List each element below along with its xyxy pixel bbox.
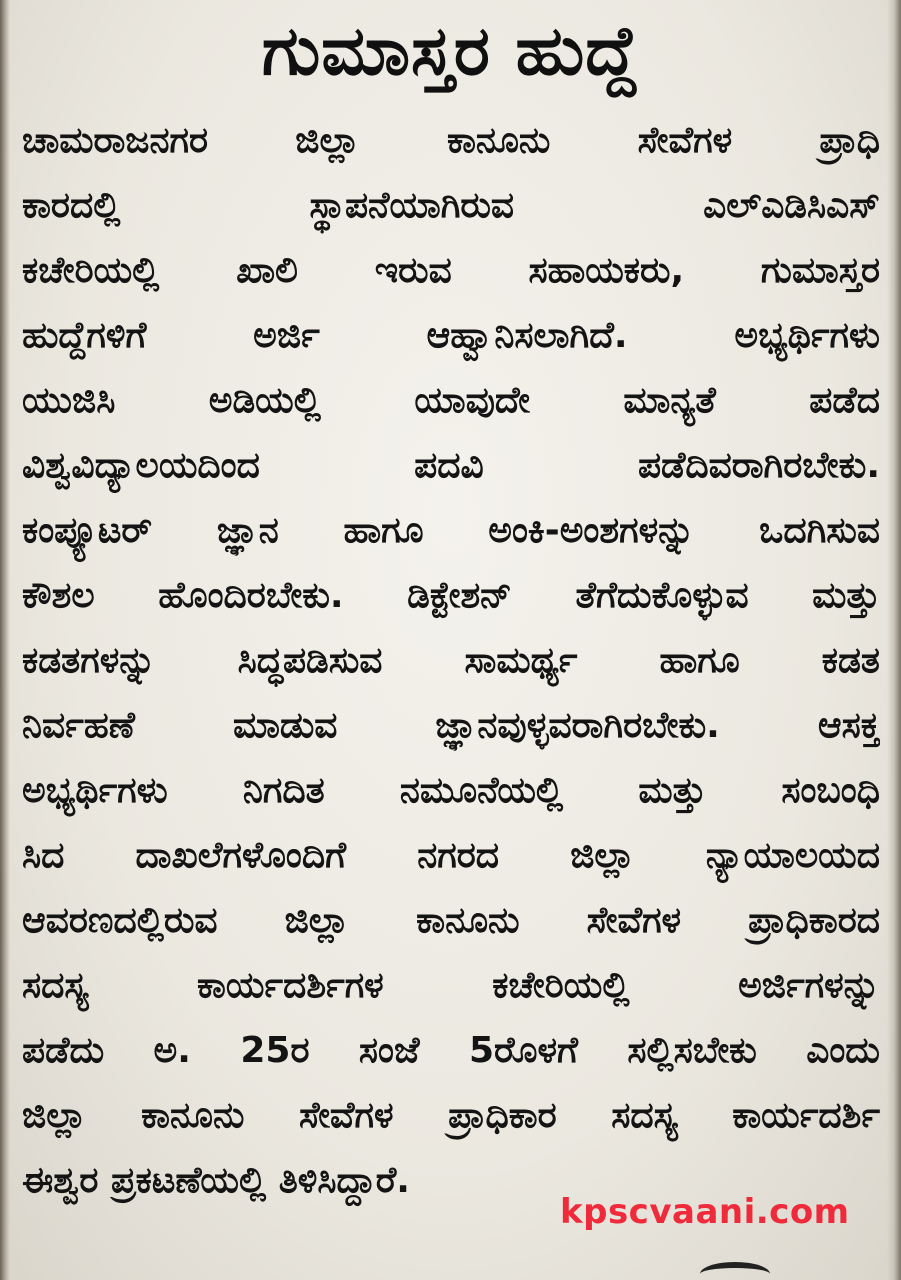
article-line: ಕೌಶಲ ಹೊಂದಿರಬೇಕು. ಡಿಕ್ಟೇಶನ್ ತೆಗೆದುಕೊಳ್ಳುವ ಮತ್ತು [22, 575, 880, 616]
watermark-link[interactable]: kpscvaani.com [560, 1192, 850, 1232]
article-line: ಹುದ್ದೆಗಳಿಗೆ ಅರ್ಜಿ ಆಹ್ವಾನಿಸಲಾಗಿದೆ. ಅಭ್ಯರ್ಥಿಗಳು [22, 315, 880, 356]
article-line: ಚಾಮರಾಜನಗರ ಜಿಲ್ಲಾ ಕಾನೂನು ಸೇವೆಗಳ ಪ್ರಾಧಿ [22, 120, 880, 161]
article-line: ಅಭ್ಯರ್ಥಿಗಳು ನಿಗದಿತ ನಮೂನೆಯಲ್ಲಿ ಮತ್ತು ಸಂಬಂಧಿ [22, 770, 880, 811]
paper-edge-left [0, 0, 10, 1280]
article-line: ಆವರಣದಲ್ಲಿರುವ ಜಿಲ್ಲಾ ಕಾನೂನು ಸೇವೆಗಳ ಪ್ರಾಧಿಕಾರದ [22, 900, 880, 941]
article-body [22, 108, 880, 1213]
article-line: ಈಶ್ವರ ಪ್ರಕಟಣೆಯಲ್ಲಿ ತಿಳಿಸಿದ್ದಾರೆ. [22, 1160, 410, 1201]
article-line: ಕಾರದಲ್ಲಿ ಸ್ಥಾಪನೆಯಾಗಿರುವ ಎಲ್‌ಎಡಿಸಿಎಸ್ [22, 185, 880, 226]
article-line: ಕಚೇರಿಯಲ್ಲಿ ಖಾಲಿ ಇರುವ ಸಹಾಯಕರು, ಗುಮಾಸ್ತರ [22, 250, 880, 291]
article-line: ಜಿಲ್ಲಾ ಕಾನೂನು ಸೇವೆಗಳ ಪ್ರಾಧಿಕಾರ ಸದಸ್ಯ ಕಾರ್ಯದರ್ಶಿ [22, 1095, 880, 1136]
article-line: ಪಡೆದು ಅ. 25ರ ಸಂಜೆ 5ರೊಳಗೆ ಸಲ್ಲಿಸಬೇಕು ಎಂದು [22, 1030, 880, 1071]
paper-edge-right [887, 0, 901, 1280]
article-line: ಕಂಪ್ಯೂಟರ್ ಜ್ಞಾನ ಹಾಗೂ ಅಂಕಿ-ಅಂಶಗಳನ್ನು ಒದಗಿಸುವ [22, 510, 880, 551]
article-line: ವಿಶ್ವವಿದ್ಯಾಲಯದಿಂದ ಪದವಿ ಪಡೆದಿವರಾಗಿರಬೇಕು. [22, 445, 880, 486]
article-headline: ಗುಮಾಸ್ತರ ಹುದ್ದೆ [261, 12, 640, 91]
article-line: ಸಿದ ದಾಖಲೆಗಳೊಂದಿಗೆ ನಗರದ ಜಿಲ್ಲಾ ನ್ಯಾಯಾಲಯದ [22, 835, 880, 876]
article-line: ನಿರ್ವಹಣೆ ಮಾಡುವ ಜ್ಞಾನವುಳ್ಳವರಾಗಿರಬೇಕು. ಆಸಕ್ತ [22, 705, 880, 746]
article-line: ಯುಜಿಸಿ ಅಡಿಯಲ್ಲಿ ಯಾವುದೇ ಮಾನ್ಯತೆ ಪಡೆದ [22, 380, 880, 421]
article-line: ಕಡತಗಳನ್ನು ಸಿದ್ಧಪಡಿಸುವ ಸಾಮರ್ಥ್ಯ ಹಾಗೂ ಕಡತ [22, 640, 880, 681]
article-line: ಸದಸ್ಯ ಕಾರ್ಯದರ್ಶಿಗಳ ಕಚೇರಿಯಲ್ಲಿ ಅರ್ಜಿಗಳನ್ನು [22, 965, 880, 1006]
next-column-glyph-fragment [700, 1262, 770, 1280]
